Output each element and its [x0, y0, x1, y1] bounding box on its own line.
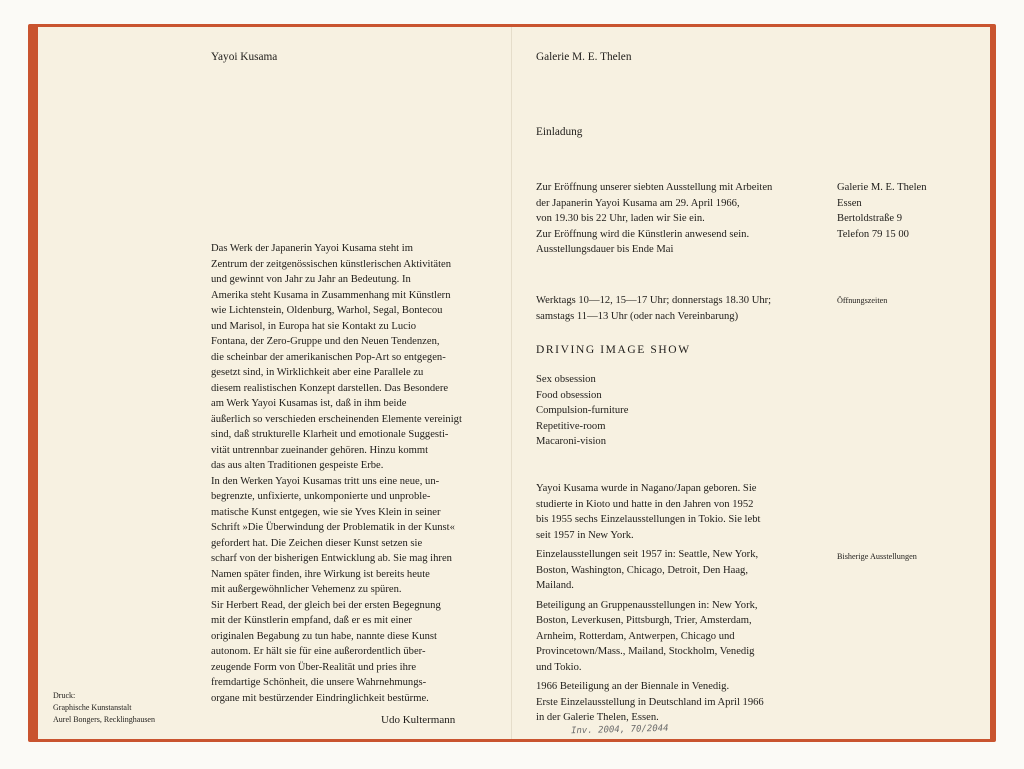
artist-heading: Yayoi Kusama — [211, 51, 278, 63]
inventory-note: Inv. 2004, 70/2044 — [570, 723, 669, 737]
opening-hours — [536, 293, 771, 324]
hours-line: Werktags 10—12, 15—17 Uhr; donnerstags 18.30 Uhr; — [536, 295, 772, 306]
essay-line: Fontana, der Zero-Gruppe und den Neuen Tendenzen, — [211, 336, 440, 347]
essay-line: diesem realistischen Konzept darstellen. Das Besondere — [211, 382, 449, 394]
essay-line: Amerika steht Kusama in Zusammenhang mit Künstlern — [211, 289, 451, 301]
printer-credit — [53, 702, 155, 726]
essay-line: die scheinbar der amerikanischen Pop-Art so entgegen- — [211, 351, 446, 363]
bio-line: Mailand. — [536, 580, 574, 591]
show-item: Food obsession — [536, 389, 602, 401]
address-line: Essen — [837, 197, 862, 209]
show-item: Sex obsession — [536, 374, 596, 385]
bio-line: Boston, Leverkusen, Pittsburgh, Trier, Amsterdam, — [536, 615, 752, 626]
biography — [536, 481, 764, 730]
essay-line: begrenzte, unfixierte, unkomponierte und unproble- — [211, 491, 431, 502]
printer-label: Druck: — [53, 691, 76, 700]
show-item: Repetitive-room — [536, 420, 606, 432]
address-line: Telefon 79 15 00 — [837, 228, 909, 240]
essay-line: Schrift »Die Überwindung der Problematik in der Kunst« — [211, 522, 455, 533]
bio-line: Arnheim, Rotterdam, Antwerpen, Chicago und — [536, 630, 735, 642]
essay-author: Udo Kultermann — [381, 714, 456, 726]
gallery-heading: Galerie M. E. Thelen — [536, 51, 632, 63]
essay-line: Sir Herbert Read, der gleich bei der ersten Begegnung — [211, 599, 441, 611]
bio-line: Erste Einzelausstellung in Deutschland im April 1966 — [536, 696, 764, 708]
essay-line: am Werk Yayoi Kusamas ist, daß in ihm beide — [211, 398, 407, 409]
essay-line: vität untrennbar zueinander gehören. Hinzu kommt — [211, 444, 429, 456]
show-item: Macaroni-vision — [536, 436, 607, 447]
bio-line: seit 1957 in New York. — [536, 529, 634, 541]
invitation-line: Zur Eröffnung unserer siebten Ausstellung mit Arbeiten — [536, 182, 773, 193]
invitation-line: der Japanerin Yayoi Kusama am 29. April 1966, — [536, 197, 740, 209]
essay-line: mit der Künstlerin empfand, daß er es mit einer — [211, 615, 412, 626]
show-item: Compulsion-furniture — [536, 405, 629, 416]
essay-line: matische Kunst entgegen, wie sie Yves Klein in seiner — [211, 506, 441, 518]
show-title: DRIVING IMAGE SHOW — [536, 344, 691, 356]
gallery-address — [837, 180, 927, 242]
show-items — [536, 372, 628, 450]
bio-paragraph — [536, 598, 764, 676]
invitation-line: von 19.30 bis 22 Uhr, laden wir Sie ein. — [536, 213, 705, 224]
invitation-label: Einladung — [536, 126, 583, 138]
invitation-line: Ausstellungsdauer bis Ende Mai — [536, 244, 674, 255]
essay-line: zeugende Form von Über-Realität und pries ihre — [211, 661, 417, 673]
essay-line: und Marisol, in Europa hat sie Kontakt zu Lucio — [211, 320, 417, 332]
essay-line: gesetzt sind, in Wirklichkeit aber eine Parallele zu — [211, 367, 424, 378]
printer-line: Graphische Kunstanstalt — [53, 703, 132, 712]
bio-paragraph — [536, 547, 764, 594]
printer-line: Aurel Bongers, Recklinghausen — [53, 715, 155, 724]
bio-paragraph — [536, 679, 764, 726]
address-line: Galerie M. E. Thelen — [837, 182, 927, 193]
exhibitions-label: Bisherige Ausstellungen — [837, 552, 917, 561]
invitation-card — [38, 27, 990, 739]
essay-text — [211, 241, 462, 706]
essay-line: gefordert hat. Die Zeichen dieser Kunst setzen sie — [211, 537, 423, 549]
essay-line: autonom. Er hält sie für eine außerordentlich über- — [211, 646, 426, 657]
essay-line: organe mit bestürzender Eindringlichkeit bestürme. — [211, 692, 429, 704]
essay-line: wie Lichtenstein, Oldenburg, Warhol, Segal, Bontecou — [211, 305, 443, 316]
essay-line: sind, daß strukturelle Klarheit und emotionale Suggesti- — [211, 429, 449, 440]
essay-line: scharf von der bisherigen Entwicklung ab. Sie mag ihren — [211, 553, 452, 564]
invitation-text — [536, 180, 772, 258]
bio-line: Provincetown/Mass., Mailand, Stockholm, Venedig — [536, 646, 755, 657]
essay-line: und gewinnt von Jahr zu Jahr an Bedeutung. In — [211, 274, 411, 285]
opening-hours-label: Öffnungszeiten — [837, 296, 888, 305]
bio-line: und Tokio. — [536, 661, 582, 673]
essay-line: Zentrum der zeitgenössischen künstlerischen Aktivitäten — [211, 258, 452, 270]
bio-line: Yayoi Kusama wurde in Nagano/Japan geboren. Sie — [536, 483, 757, 494]
essay-line: mit außergewöhnlicher Vehemenz zu spüren. — [211, 584, 402, 595]
essay-line: originalen Begabung zu tun habe, nannte diese Kunst — [211, 630, 437, 642]
bio-line: Beteiligung an Gruppenausstellungen in: New York, — [536, 599, 758, 611]
address-line: Bertoldstraße 9 — [837, 213, 903, 224]
bio-line: in der Galerie Thelen, Essen. — [536, 712, 659, 723]
bio-line: Einzelausstellungen seit 1957 in: Seattle, New York, — [536, 549, 759, 560]
bio-line: studierte in Kioto und hatte in den Jahren von 1952 — [536, 498, 754, 510]
bio-line: bis 1955 sechs Einzelausstellungen in Tokio. Sie lebt — [536, 514, 761, 525]
essay-line: äußerlich so verschieden erscheinenden Elemente vereinigt — [211, 413, 462, 425]
bio-line: 1966 Beteiligung an der Biennale in Venedig. — [536, 681, 730, 692]
essay-line: Namen später finden, ihre Wirkung ist bereits heute — [211, 568, 430, 580]
bio-paragraph — [536, 481, 764, 543]
invitation-line: Zur Eröffnung wird die Künstlerin anwesend sein. — [536, 228, 750, 240]
hours-line: samstags 11—13 Uhr (oder nach Vereinbarung) — [536, 310, 739, 322]
essay-line: In den Werken Yayoi Kusamas tritt uns eine neue, un- — [211, 475, 440, 487]
essay-line: fremdartige Schönheit, die unsere Wahrnehmungs- — [211, 677, 427, 688]
fold-line — [511, 27, 512, 739]
essay-line: das aus alten Traditionen gespeiste Erbe. — [211, 460, 384, 471]
essay-line: Das Werk der Japanerin Yayoi Kusama steht im — [211, 243, 413, 254]
bio-line: Boston, Washington, Chicago, Detroit, Den Haag, — [536, 564, 748, 576]
